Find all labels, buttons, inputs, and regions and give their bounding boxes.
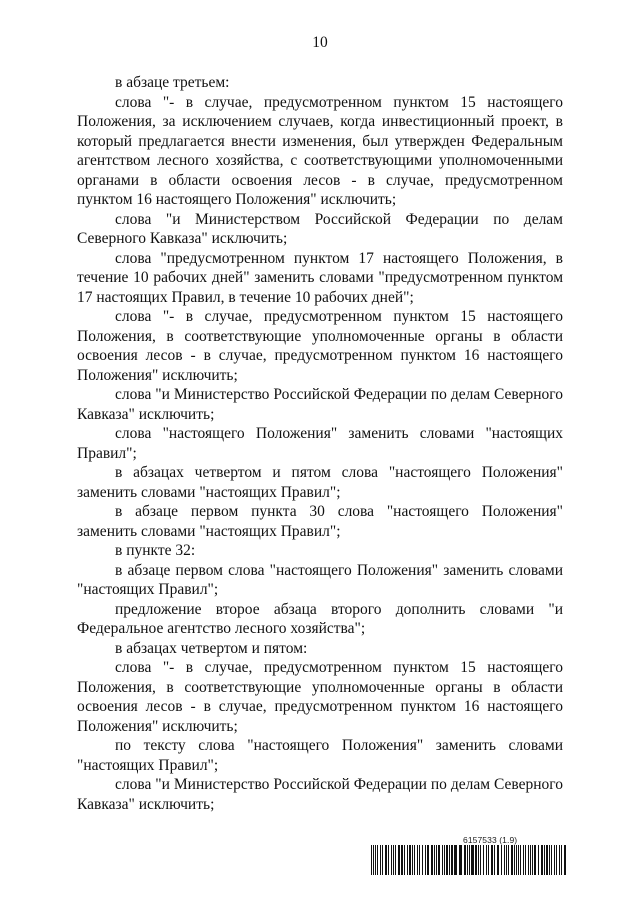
paragraph: в абзаце первом слова "настоящего Положения" заменить словами "настоящих Правил"; bbox=[77, 561, 563, 598]
paragraph: в абзацах четвертом и пятом: bbox=[115, 639, 308, 657]
paragraph: слова "и Министерство Российской Федерации по делам Северного Кавказа" исключить; bbox=[77, 776, 563, 813]
page-number: 10 bbox=[312, 34, 328, 51]
paragraph: предложение второе абзаца второго дополнить словами "и Федеральное агентство лесного хозяйства"; bbox=[77, 600, 563, 637]
paragraph: в абзаце третьем: bbox=[115, 74, 230, 91]
paragraph: в абзацах четвертом и пятом слова "настоящего Положения" заменить словами "настоящих Правил"; bbox=[77, 464, 563, 501]
paragraph: слова "предусмотренном пунктом 17 настоящего Положения, в течение 10 рабочих дней" заменить словами "предусмотренном пунктом 17 настоящих Правил, в течение 10 рабочих дней"; bbox=[77, 249, 563, 306]
paragraph: слова "- в случае, предусмотренном пунктом 15 настоящего Положения, в соответствующие уполномоченные органы в области освоения лесов - в случае, предусмотренном пунктом 16 настоящего Положения" исключить; bbox=[77, 659, 563, 735]
document-code: 6157533 (1.9) bbox=[463, 835, 518, 845]
paragraph: слова "настоящего Положения" заменить словами "настоящих Правил"; bbox=[77, 425, 563, 462]
paragraph: по тексту слова "настоящего Положения" заменить словами "настоящих Правил"; bbox=[77, 737, 563, 774]
barcode-icon bbox=[371, 845, 566, 875]
paragraph: слова "и Министерство Российской Федерации по делам Северного Кавказа" исключить; bbox=[77, 386, 563, 423]
paragraph: слова "и Министерством Российской Федерации по делам Северного Кавказа" исключить; bbox=[77, 210, 563, 247]
paragraph: слова "- в случае, предусмотренном пунктом 15 настоящего Положения, за исключением случаев, когда инвестиционный проект, в который предлагается внести изменения, был утвержден Федеральным агентством лесного хозяйства, с соответствующими уполномоченными органами в области освоения лесов - в случае, предусмотренном пунктом 16 настоящего Положения" исключить; bbox=[77, 93, 563, 208]
document-body bbox=[77, 73, 563, 814]
paragraph: слова "- в случае, предусмотренном пунктом 15 настоящего Положения, в соответствующие уполномоченные органы в области освоения лесов - в случае, предусмотренном пунктом 16 настоящего Положения" исключить; bbox=[77, 308, 563, 384]
paragraph: в пункте 32: bbox=[115, 542, 196, 559]
paragraph: в абзаце первом пункта 30 слова "настоящего Положения" заменить словами "настоящих Правил"; bbox=[77, 503, 563, 540]
